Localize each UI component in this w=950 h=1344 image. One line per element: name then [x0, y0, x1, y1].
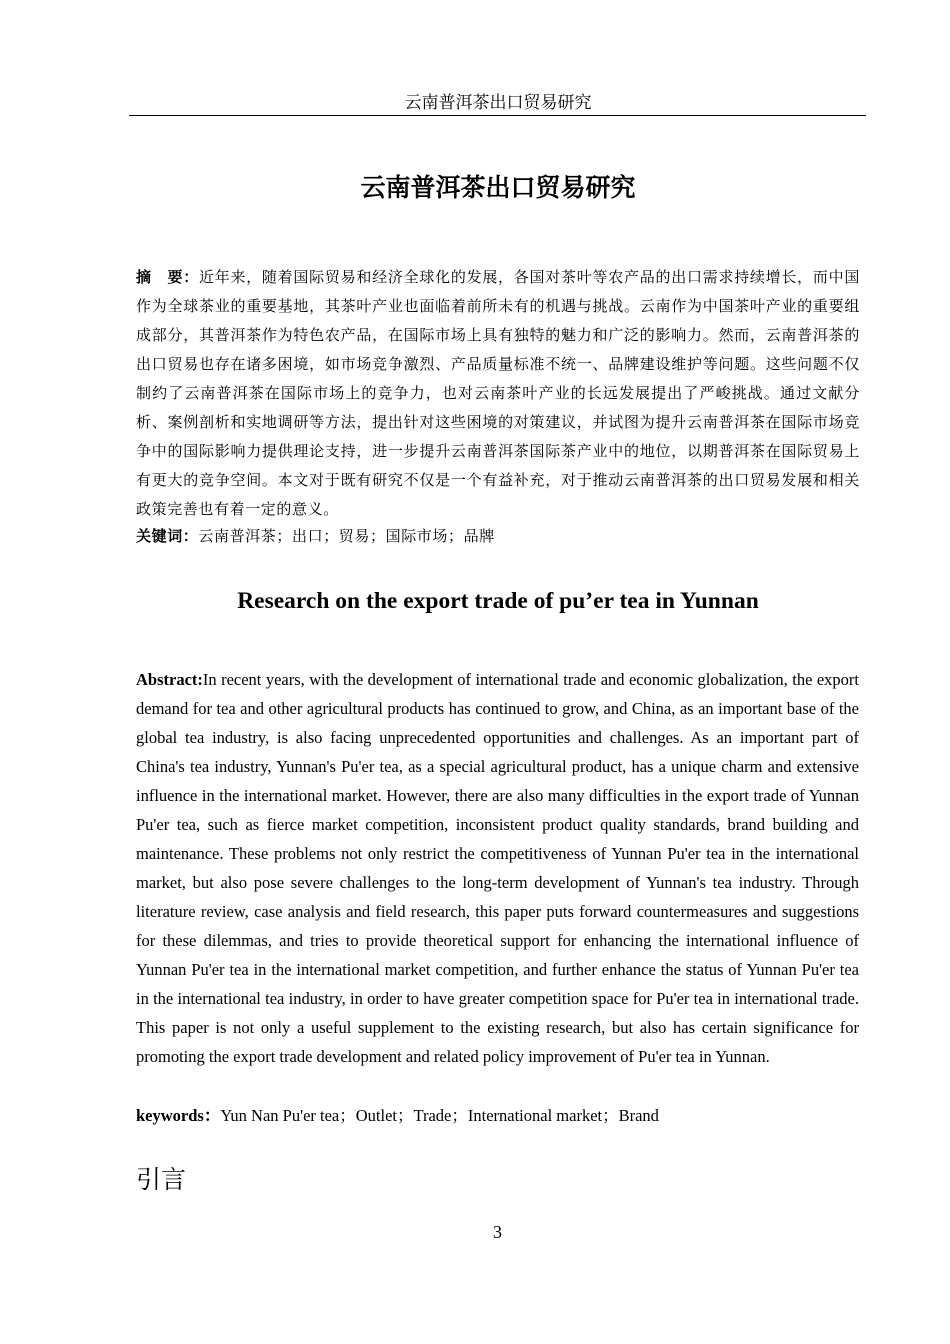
- english-keywords-text: Yun Nan Pu'er tea；Outlet；Trade；International market；Brand: [220, 1106, 659, 1125]
- running-header: 云南普洱茶出口贸易研究: [404, 93, 592, 113]
- chinese-abstract-text: 近年来，随着国际贸易和经济全球化的发展，各国对茶叶等农产品的出口需求持续增长，而中国作为全球茶业的重要基地，其茶叶产业也面临着前所未有的机遇与挑战。云南作为中国茶叶产业的重要组成部分，其普洱茶作为特色农产品，在国际市场上具有独特的魅力和广泛的影响力。然而，云南普洱茶的出口贸易也存在诸多困境，如市场竞争激烈、产品质量标准不统一、品牌建设维护等问题。这些问题不仅制约了云南普洱茶在国际市场上的竞争力，也对云南茶叶产业的长远发展提出了严峻挑战。通过文献分析、案例剖析和实地调研等方法，提出针对这些困境的对策建议，并试图为提升云南普洱茶在国际市场竞争中的国际影响力提供理论支持，进一步提升云南普洱茶国际茶产业中的地位，以期普洱茶在国际贸易上有更大的竞争空间。本文对于既有研究不仅是一个有益补充，对于推动云南普洱茶的出口贸易发展和相关政策完善也有着一定的意义。: [136, 268, 860, 518]
- page-number: 3: [493, 1222, 502, 1242]
- english-keywords: [136, 1101, 860, 1130]
- chinese-title: 云南普洱茶出口贸易研究: [360, 173, 636, 202]
- english-title: Research on the export trade of pu’er tea in Yunnan: [237, 588, 759, 614]
- english-abstract: [136, 665, 859, 1071]
- section-heading-introduction: 引言: [136, 1165, 187, 1194]
- english-abstract-text: In recent years, with the development of international trade and economic globalization, the export demand for tea and other agricultural products has continued to grow, and China, as an important base of the global tea industry, is also facing unprecedented opportunities and challenges. As an important part of China's tea industry, Yunnan's Pu'er tea, as a special agricultural product, has a unique charm and extensive influence in the international market. However, there are also many difficulties in the export trade of Yunnan Pu'er tea, such as fierce market competition, inconsistent product quality standards, brand building and maintenance. These problems not only restrict the competitiveness of Yunnan Pu'er tea in the international market, but also pose severe challenges to the long-term development of Yunnan's tea industry. Through literature review, case analysis and field research, this paper puts forward countermeasures and suggestions for these dilemmas, and tries to provide theoretical support for enhancing the international influence of Yunnan Pu'er tea in the international market competition, and further enhance the status of Yunnan Pu'er tea in the international tea industry, in order to have greater competition space for Pu'er tea in international trade. This paper is not only a useful supplement to the existing research, but also has certain significance for promoting the export trade development and related policy improvement of Pu'er tea in Yunnan.: [136, 670, 859, 1066]
- chinese-keywords: [136, 522, 860, 551]
- english-keywords-label: keywords：: [136, 1106, 221, 1125]
- chinese-abstract: [136, 263, 860, 524]
- header-rule: [129, 115, 866, 116]
- english-abstract-label: Abstract:: [136, 670, 203, 689]
- chinese-keywords-label: 关键词：: [136, 527, 199, 545]
- chinese-abstract-label: 摘 要：: [136, 268, 199, 286]
- chinese-keywords-text: 云南普洱茶；出口；贸易；国际市场；品牌: [198, 527, 495, 545]
